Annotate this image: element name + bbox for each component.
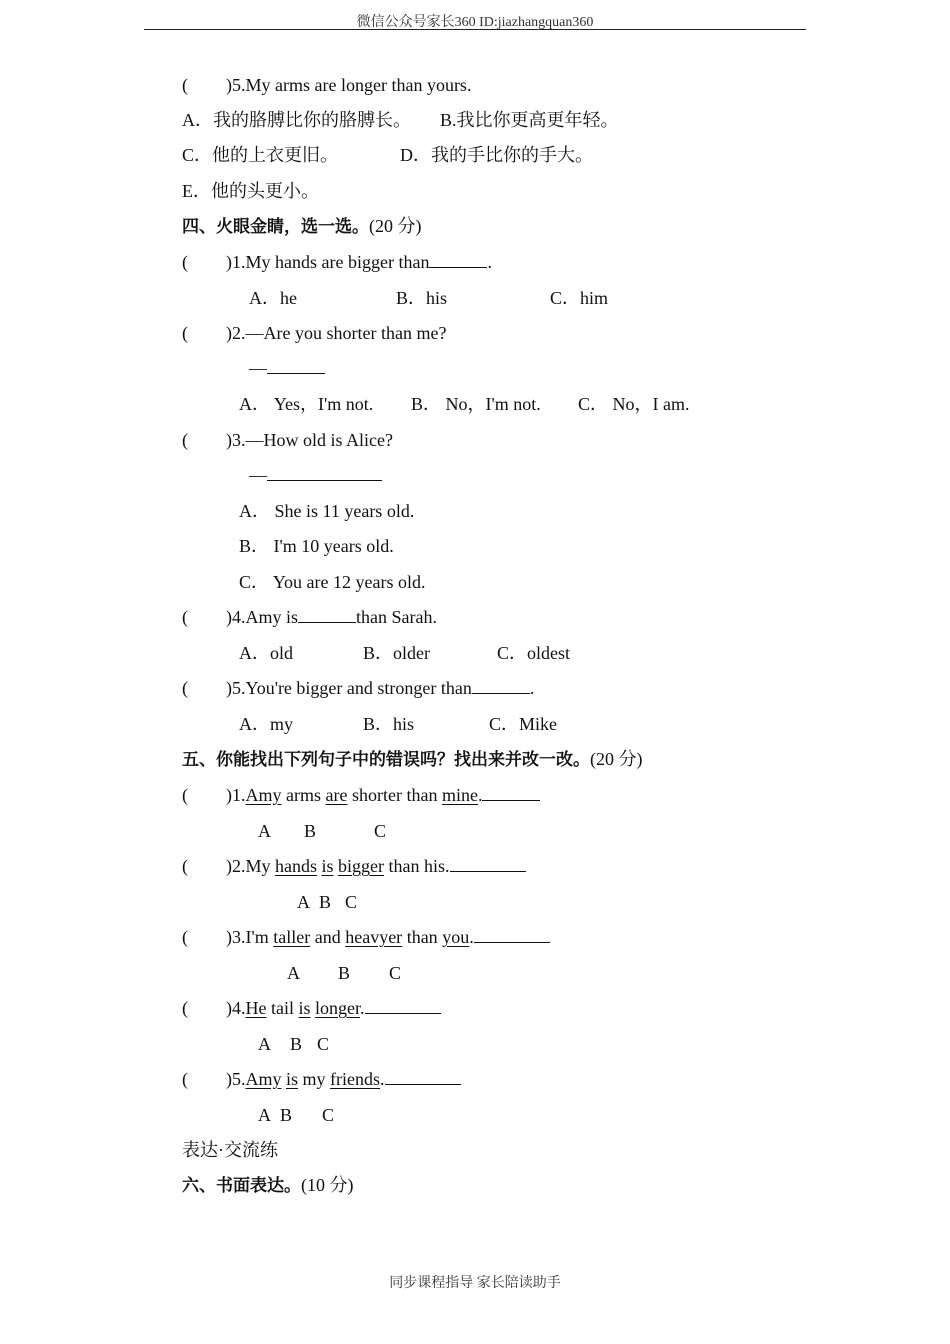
s5-q5-letter-b: B (280, 1105, 293, 1125)
s5-q4-letter-a: A (258, 1034, 271, 1054)
prev-option-c: C．他的上衣更旧。 (182, 145, 339, 165)
s4-q2-option-a: A． Yes，I'm not. (239, 394, 374, 414)
s4-q4-option-a: A．old (239, 643, 294, 663)
section-4-title: 四、火眼金睛，选一选。(20 分) (182, 216, 422, 237)
s5-question-3: ( )3.I'm taller and heavyer than you. (182, 926, 550, 948)
s5-q2-letter-b: B (319, 892, 332, 912)
page-header: 微信公众号家长360 ID:jiazhangquan360 (356, 15, 594, 30)
answer-blank[interactable] (450, 855, 526, 872)
s5-q3-letter-c: C (389, 963, 402, 983)
s4-q1-option-b: B．his (396, 288, 448, 308)
s5-q1-letter-b: B (304, 821, 317, 841)
answer-blank[interactable] (267, 357, 325, 374)
prev-option-e: E．他的头更小。 (182, 181, 319, 201)
s5-q2-letter-a: A (297, 892, 310, 912)
s5-q2-letter-c: C (345, 892, 358, 912)
s4-question-3: ( )3.—How old is Alice? (182, 430, 393, 450)
s4-question-1: ( )1.My hands are bigger than . (182, 252, 492, 272)
s4-q4-option-c: C．oldest (497, 643, 571, 663)
prev-option-b: B.我比你更高更年轻。 (440, 110, 619, 130)
page-footer: 同步课程指导 家长陪读助手 (389, 1276, 561, 1291)
prev-option-d: D．我的手比你的手大。 (400, 145, 593, 165)
s4-q3-response: — (249, 464, 382, 486)
s4-q1-option-c: C．him (550, 288, 609, 308)
s5-q4-letter-b: B (290, 1034, 303, 1054)
s4-q4-option-b: B．older (363, 643, 430, 663)
s5-q3-letter-a: A (287, 963, 300, 983)
s4-q1-option-a: A．he (249, 288, 297, 308)
s5-q1-letter-a: A (258, 821, 271, 841)
answer-blank[interactable] (429, 251, 487, 268)
s4-question-4: ( )4.Amy is than Sarah. (182, 607, 437, 627)
answer-blank[interactable] (385, 1068, 461, 1085)
header-rule (144, 29, 806, 30)
prev-option-a: A．我的胳膊比你的胳膊长。 (182, 110, 411, 130)
s5-question-4: ( )4.He tail is longer. (182, 997, 441, 1019)
s4-q5-option-a: A．my (239, 714, 294, 734)
s4-q3-option-b: B． I'm 10 years old. (239, 536, 394, 556)
answer-blank[interactable] (365, 997, 441, 1014)
s5-question-5: ( )5.Amy is my friends. (182, 1068, 461, 1090)
s4-q2-option-b: B． No，I'm not. (411, 394, 541, 414)
expression-label: 表达·交流练 (182, 1140, 278, 1160)
s5-q5-letter-c: C (322, 1105, 335, 1125)
s4-q5-option-c: C．Mike (489, 714, 558, 734)
s4-q2-response: — (249, 357, 325, 379)
answer-blank[interactable] (472, 677, 530, 694)
s5-question-1: ( )1.Amy arms are shorter than mine. (182, 784, 540, 806)
s4-q5-option-b: B．his (363, 714, 415, 734)
answer-blank[interactable] (267, 464, 382, 481)
s4-q3-option-a: A． She is 11 years old. (239, 501, 415, 521)
s4-question-5: ( )5.You're bigger and stronger than . (182, 678, 535, 698)
prev-question-5: ( )5.My arms are longer than yours. (182, 75, 472, 95)
s4-q2-option-c: C． No，I am. (578, 394, 690, 414)
section-6-title: 六、书面表达。(10 分) (182, 1175, 354, 1196)
answer-blank[interactable] (474, 926, 550, 943)
answer-blank[interactable] (298, 606, 356, 623)
s5-q4-letter-c: C (317, 1034, 330, 1054)
s5-q1-letter-c: C (374, 821, 387, 841)
answer-blank[interactable] (482, 784, 540, 801)
s5-q5-letter-a: A (258, 1105, 271, 1125)
s5-q3-letter-b: B (338, 963, 351, 983)
s4-q3-option-c: C． You are 12 years old. (239, 572, 426, 592)
section-5-title: 五、你能找出下列句子中的错误吗？找出来并改一改。(20 分) (182, 749, 643, 770)
s5-question-2: ( )2.My hands is bigger than his. (182, 855, 526, 877)
s4-question-2: ( )2.—Are you shorter than me? (182, 323, 447, 343)
